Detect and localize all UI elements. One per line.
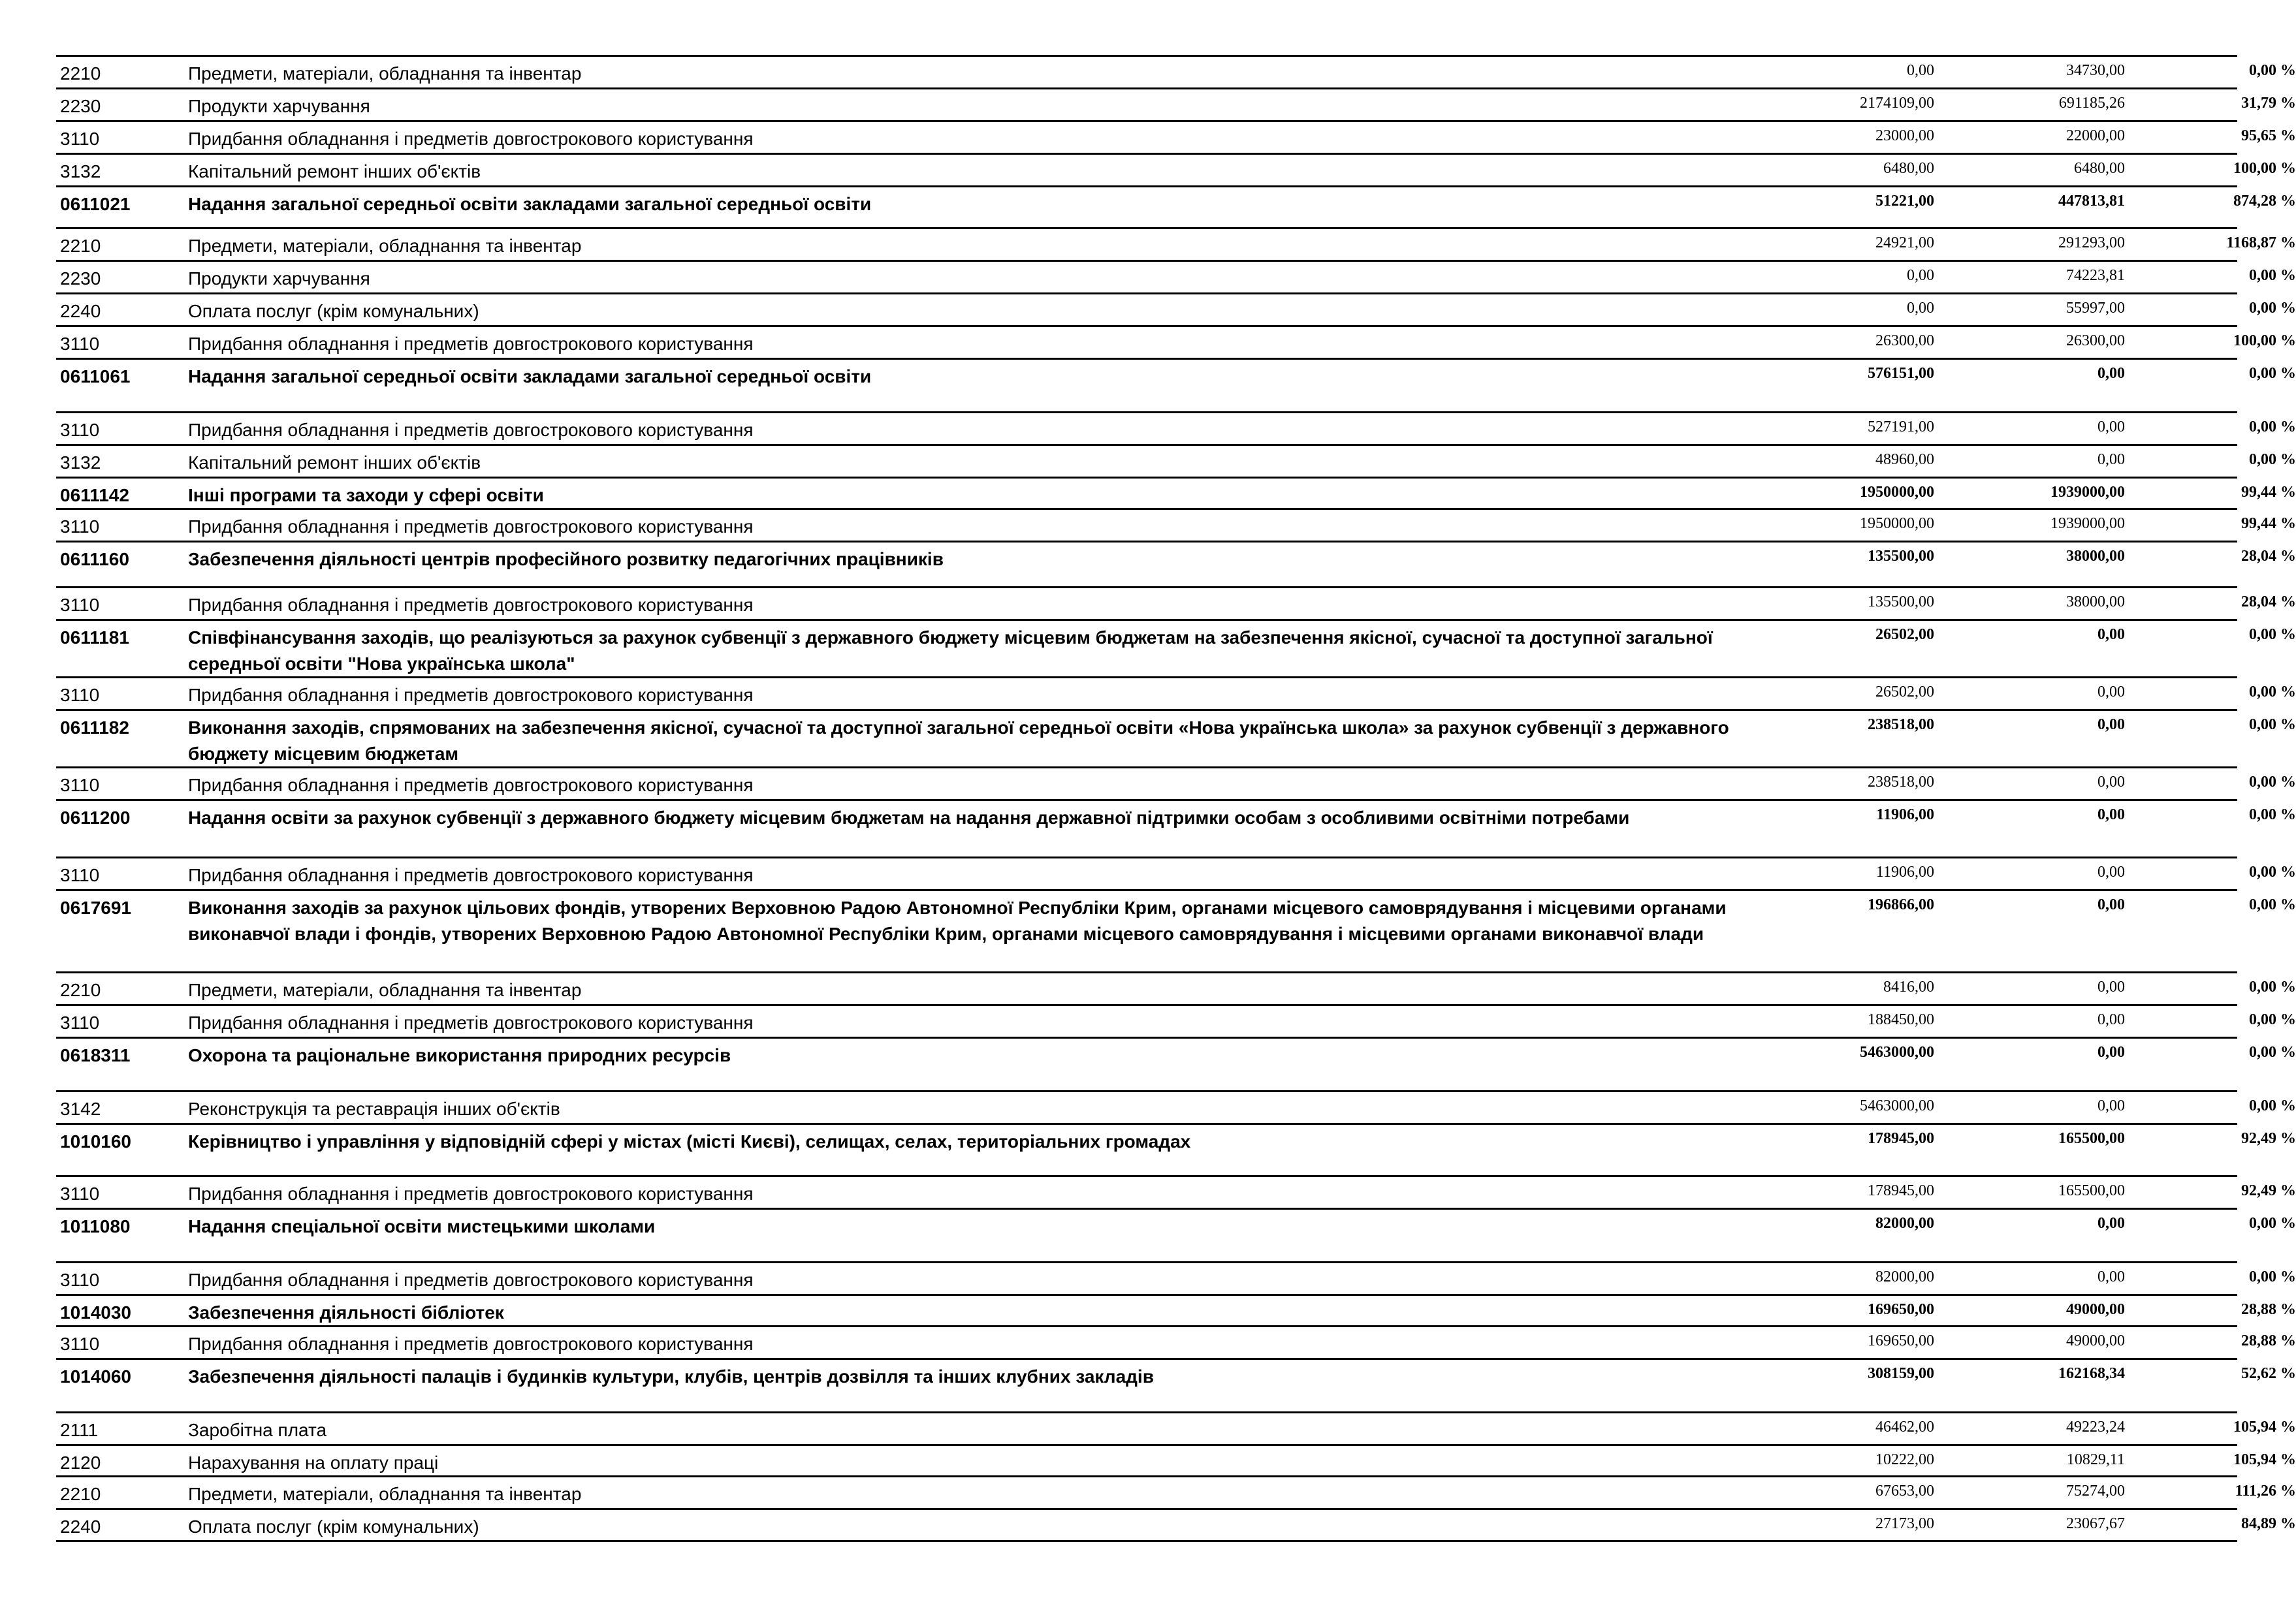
plan-amount-cell: 135500,00	[1868, 593, 1934, 610]
code-cell: 1010160	[60, 1131, 132, 1152]
name-cell: Надання загальної середньої освіти закладами загальної середньої освіти	[188, 366, 872, 386]
percent-cell: 0,00 %	[2249, 365, 2296, 382]
code-cell: 0611181	[60, 627, 129, 648]
name-cell: Заробітна плата	[188, 1420, 327, 1440]
percent-cell: 92,49 %	[2241, 1182, 2296, 1199]
percent-cell: 92,49 %	[2241, 1130, 2296, 1147]
fact-amount-cell: 38000,00	[2066, 593, 2125, 610]
code-cell: 3110	[60, 1184, 100, 1204]
name-cell: Придбання обладнання і предметів довгострокового користування	[188, 1184, 754, 1204]
name-cell: Надання освіти за рахунок субвенції з державного бюджету місцевим бюджетам на надання державної підтримки особам з особливими освітніми потребами	[188, 808, 1630, 828]
name-cell: Співфінансування заходів, що реалізуються за рахунок субвенції з державного бюджету місцевим бюджетам на забезпечення якісної, сучасної та доступної загальної середньої освіти "Нова українська школа"	[188, 627, 1713, 674]
plan-amount-cell: 51221,00	[1875, 193, 1934, 210]
program-row	[56, 889, 2296, 971]
expense-row	[56, 325, 2296, 358]
code-cell: 3142	[60, 1099, 101, 1119]
expense-row	[56, 444, 2296, 477]
plan-amount-cell: 24921,00	[1875, 234, 1934, 251]
name-cell: Придбання обладнання і предметів довгострокового користування	[188, 129, 754, 149]
code-cell: 3110	[60, 1334, 100, 1354]
fact-amount-cell: 165500,00	[2058, 1182, 2125, 1199]
code-cell: 3110	[60, 334, 100, 354]
expense-row	[56, 55, 2296, 87]
expense-row	[56, 260, 2296, 292]
fact-amount-cell: 0,00	[2097, 365, 2125, 382]
code-cell: 0611021	[60, 194, 131, 214]
fact-amount-cell: 1939000,00	[2050, 484, 2125, 501]
name-cell: Придбання обладнання і предметів довгострокового користування	[188, 775, 754, 795]
name-cell: Придбання обладнання і предметів довгострокового користування	[188, 516, 754, 537]
code-cell: 3110	[60, 1013, 100, 1033]
plan-amount-cell: 188450,00	[1868, 1011, 1934, 1028]
fact-amount-cell: 0,00	[2097, 716, 2125, 733]
code-cell: 2240	[60, 301, 101, 321]
percent-cell: 99,44 %	[2241, 484, 2296, 501]
percent-cell: 100,00 %	[2233, 332, 2296, 349]
name-cell: Предмети, матеріали, обладнання та інвентар	[188, 1484, 582, 1504]
fact-amount-cell: 23067,67	[2066, 1515, 2125, 1532]
fact-amount-cell: 0,00	[2097, 896, 2125, 913]
expense-row	[56, 411, 2296, 444]
percent-cell: 105,94 %	[2233, 1451, 2296, 1468]
program-row	[56, 1208, 2296, 1261]
code-cell: 0617691	[60, 898, 132, 918]
fact-amount-cell: 55997,00	[2066, 300, 2125, 317]
plan-amount-cell: 238518,00	[1868, 774, 1934, 791]
name-cell: Надання спеціальної освіти мистецькими школами	[188, 1216, 656, 1236]
percent-cell: 0,00 %	[2249, 1011, 2296, 1028]
plan-amount-cell: 527191,00	[1868, 418, 1934, 435]
percent-cell: 0,00 %	[2249, 774, 2296, 791]
plan-amount-cell: 46462,00	[1875, 1419, 1934, 1436]
fact-amount-cell: 6480,00	[2074, 160, 2125, 177]
name-cell: Капітальний ремонт інших об'єктів	[188, 161, 481, 181]
name-cell: Керівництво і управління у відповідній сфері у містах (місті Києві), селищах, селах, територіальних громадах	[188, 1131, 1191, 1152]
name-cell: Придбання обладнання і предметів довгострокового користування	[188, 1270, 754, 1290]
code-cell: 0611142	[60, 485, 129, 505]
percent-cell: 874,28 %	[2233, 193, 2296, 210]
expense-row	[56, 1004, 2296, 1037]
plan-amount-cell: 308159,00	[1868, 1365, 1934, 1382]
plan-amount-cell: 6480,00	[1883, 160, 1934, 177]
name-cell: Нарахування на оплату праці	[188, 1453, 439, 1473]
code-cell: 3110	[60, 516, 100, 537]
name-cell: Предмети, матеріали, обладнання та інвентар	[188, 980, 582, 1000]
code-cell: 0618311	[60, 1045, 131, 1065]
plan-amount-cell: 82000,00	[1875, 1215, 1934, 1232]
name-cell: Продукти харчування	[188, 268, 370, 289]
expense-row	[56, 1261, 2296, 1294]
percent-cell: 100,00 %	[2233, 160, 2296, 177]
plan-amount-cell: 178945,00	[1868, 1182, 1934, 1199]
fact-amount-cell: 22000,00	[2066, 127, 2125, 144]
name-cell: Придбання обладнання і предметів довгострокового користування	[188, 685, 754, 705]
fact-amount-cell: 49223,24	[2066, 1419, 2125, 1436]
expense-row	[56, 87, 2296, 120]
code-cell: 2230	[60, 268, 101, 289]
fact-amount-cell: 0,00	[2097, 626, 2125, 643]
percent-cell: 84,89 %	[2241, 1515, 2296, 1532]
code-cell: 2210	[60, 236, 101, 256]
percent-cell: 0,00 %	[2249, 684, 2296, 700]
program-row	[56, 541, 2296, 586]
code-cell: 0611061	[60, 366, 131, 386]
fact-amount-cell: 0,00	[2097, 864, 2125, 881]
fact-amount-cell: 0,00	[2097, 418, 2125, 435]
plan-amount-cell: 0,00	[1907, 267, 1934, 284]
name-cell: Оплата послуг (крім комунальних)	[188, 301, 479, 321]
program-row	[56, 1294, 2296, 1325]
plan-amount-cell: 1950000,00	[1860, 515, 1934, 532]
code-cell: 1014060	[60, 1366, 132, 1387]
plan-amount-cell: 0,00	[1907, 62, 1934, 79]
plan-amount-cell: 27173,00	[1875, 1515, 1934, 1532]
percent-cell: 105,94 %	[2233, 1419, 2296, 1436]
name-cell: Охорона та раціональне використання природних ресурсів	[188, 1045, 731, 1065]
name-cell: Придбання обладнання і предметів довгострокового користування	[188, 595, 754, 615]
plan-amount-cell: 26300,00	[1875, 332, 1934, 349]
percent-cell: 0,00 %	[2249, 626, 2296, 643]
program-row	[56, 358, 2296, 411]
code-cell: 2230	[60, 96, 101, 116]
plan-amount-cell: 135500,00	[1868, 548, 1934, 565]
percent-cell: 0,00 %	[2249, 300, 2296, 317]
expense-row	[56, 1175, 2296, 1208]
fact-amount-cell: 0,00	[2097, 1215, 2125, 1232]
fact-amount-cell: 0,00	[2097, 1268, 2125, 1285]
plan-amount-cell: 169650,00	[1868, 1332, 1934, 1349]
percent-cell: 0,00 %	[2249, 1215, 2296, 1232]
fact-amount-cell: 49000,00	[2066, 1332, 2125, 1349]
percent-cell: 0,00 %	[2249, 1268, 2296, 1285]
percent-cell: 0,00 %	[2249, 418, 2296, 435]
plan-amount-cell: 10222,00	[1875, 1451, 1934, 1468]
percent-cell: 28,04 %	[2241, 593, 2296, 610]
code-cell: 3110	[60, 1270, 100, 1290]
name-cell: Продукти харчування	[188, 96, 370, 116]
fact-amount-cell: 291293,00	[2058, 234, 2125, 251]
code-cell: 1014030	[60, 1302, 132, 1323]
code-cell: 0611182	[60, 717, 129, 738]
expense-row	[56, 676, 2296, 709]
plan-amount-cell: 5463000,00	[1860, 1044, 1934, 1061]
code-cell: 2210	[60, 63, 101, 84]
expense-row	[56, 766, 2296, 799]
plan-amount-cell: 196866,00	[1868, 896, 1934, 913]
percent-cell: 28,88 %	[2241, 1332, 2296, 1349]
name-cell: Надання загальної середньої освіти закладами загальної середньої освіти	[188, 194, 872, 214]
percent-cell: 99,44 %	[2241, 515, 2296, 532]
expense-row	[56, 120, 2296, 153]
plan-amount-cell: 67653,00	[1875, 1483, 1934, 1500]
plan-amount-cell: 23000,00	[1875, 127, 1934, 144]
name-cell: Предмети, матеріали, обладнання та інвентар	[188, 63, 582, 84]
expense-row	[56, 1411, 2296, 1444]
plan-amount-cell: 82000,00	[1875, 1268, 1934, 1285]
expense-row	[56, 292, 2296, 325]
percent-cell: 31,79 %	[2241, 95, 2296, 112]
plan-amount-cell: 2174109,00	[1860, 95, 1934, 112]
code-cell: 0611160	[60, 549, 129, 569]
name-cell: Придбання обладнання і предметів довгострокового користування	[188, 334, 754, 354]
fact-amount-cell: 447813,81	[2058, 193, 2125, 210]
fact-amount-cell: 34730,00	[2066, 62, 2125, 79]
fact-amount-cell: 0,00	[2097, 774, 2125, 791]
code-cell: 2210	[60, 980, 101, 1000]
code-cell: 3110	[60, 775, 100, 795]
plan-amount-cell: 1950000,00	[1860, 484, 1934, 501]
name-cell: Виконання заходів за рахунок цільових фондів, утворених Верховною Радою Автономної Республіки Крим, органами місцевого самоврядування і місцевими органами виконавчої влади і фондів, утворених Верховною Радою Автономної Республіки Крим, органами місцевого самоврядування і місцевими органами виконавчої влади	[188, 898, 1727, 944]
expense-row	[56, 857, 2296, 889]
plan-amount-cell: 5463000,00	[1860, 1097, 1934, 1114]
name-cell: Предмети, матеріали, обладнання та інвентар	[188, 236, 582, 256]
name-cell: Придбання обладнання і предметів довгострокового користування	[188, 420, 754, 440]
expense-row	[56, 153, 2296, 185]
name-cell: Придбання обладнання і предметів довгострокового користування	[188, 1013, 754, 1033]
percent-cell: 0,00 %	[2249, 1097, 2296, 1114]
name-cell: Капітальний ремонт інших об'єктів	[188, 452, 481, 473]
expense-row	[56, 1090, 2296, 1123]
fact-amount-cell: 0,00	[2097, 979, 2125, 996]
expense-row	[56, 1508, 2296, 1542]
fact-amount-cell: 1939000,00	[2050, 515, 2125, 532]
fact-amount-cell: 38000,00	[2066, 548, 2125, 565]
name-cell: Виконання заходів, спрямованих на забезпечення якісної, сучасної та доступної загальної середньої освіти «Нова українська школа» за рахунок субвенції з державного бюджету місцевим бюджетам	[188, 717, 1729, 764]
code-cell: 0611200	[60, 808, 131, 828]
percent-cell: 0,00 %	[2249, 864, 2296, 881]
percent-cell: 52,62 %	[2241, 1365, 2296, 1382]
plan-amount-cell: 238518,00	[1868, 716, 1934, 733]
expense-row	[56, 508, 2296, 541]
fact-amount-cell: 0,00	[2097, 1097, 2125, 1114]
code-cell: 3110	[60, 420, 100, 440]
expense-row	[56, 1475, 2296, 1508]
fact-amount-cell: 691185,26	[2058, 95, 2125, 112]
program-row	[56, 799, 2296, 857]
percent-cell: 1168,87 %	[2226, 234, 2296, 251]
budget-table	[56, 55, 2296, 1542]
program-row	[56, 185, 2296, 227]
percent-cell: 95,65 %	[2241, 127, 2296, 144]
fact-amount-cell: 162168,34	[2058, 1365, 2125, 1382]
expense-row	[56, 1444, 2296, 1475]
plan-amount-cell: 178945,00	[1868, 1130, 1934, 1147]
plan-amount-cell: 26502,00	[1875, 626, 1934, 643]
code-cell: 1011080	[60, 1216, 131, 1236]
fact-amount-cell: 0,00	[2097, 451, 2125, 468]
program-row	[56, 1037, 2296, 1090]
fact-amount-cell: 10829,11	[2066, 1451, 2125, 1468]
percent-cell: 0,00 %	[2249, 896, 2296, 913]
percent-cell: 0,00 %	[2249, 716, 2296, 733]
fact-amount-cell: 0,00	[2097, 806, 2125, 823]
plan-amount-cell: 48960,00	[1875, 451, 1934, 468]
plan-amount-cell: 11906,00	[1875, 864, 1934, 881]
name-cell: Придбання обладнання і предметів довгострокового користування	[188, 1334, 754, 1354]
fact-amount-cell: 165500,00	[2058, 1130, 2125, 1147]
percent-cell: 0,00 %	[2249, 806, 2296, 823]
fact-amount-cell: 49000,00	[2066, 1301, 2125, 1318]
code-cell: 2120	[60, 1453, 101, 1473]
code-cell: 3132	[60, 161, 101, 181]
code-cell: 3110	[60, 129, 100, 149]
name-cell: Придбання обладнання і предметів довгострокового користування	[188, 865, 754, 885]
plan-amount-cell: 169650,00	[1868, 1301, 1934, 1318]
plan-amount-cell: 0,00	[1907, 300, 1934, 317]
code-cell: 2210	[60, 1484, 101, 1504]
percent-cell: 0,00 %	[2249, 451, 2296, 468]
percent-cell: 0,00 %	[2249, 62, 2296, 79]
code-cell: 2111	[60, 1420, 99, 1440]
plan-amount-cell: 8416,00	[1883, 979, 1934, 996]
percent-cell: 28,04 %	[2241, 548, 2296, 565]
fact-amount-cell: 26300,00	[2066, 332, 2125, 349]
percent-cell: 0,00 %	[2249, 979, 2296, 996]
name-cell: Реконструкція та реставрація інших об'єктів	[188, 1099, 560, 1119]
plan-amount-cell: 26502,00	[1875, 684, 1934, 700]
code-cell: 3110	[60, 685, 100, 705]
fact-amount-cell: 0,00	[2097, 1011, 2125, 1028]
name-cell: Забезпечення діяльності палаців і будинків культури, клубів, центрів дозвілля та інших клубних закладів	[188, 1366, 1154, 1387]
plan-amount-cell: 11906,00	[1876, 806, 1934, 823]
program-row	[56, 619, 2296, 676]
program-row	[56, 709, 2296, 766]
expense-row	[56, 971, 2296, 1004]
name-cell: Інші програми та заходи у сфері освіти	[188, 485, 544, 505]
name-cell: Забезпечення діяльності центрів професійного розвитку педагогічних працівників	[188, 549, 944, 569]
percent-cell: 0,00 %	[2249, 1044, 2296, 1061]
program-row	[56, 1358, 2296, 1411]
code-cell: 2240	[60, 1517, 101, 1537]
fact-amount-cell: 75274,00	[2066, 1483, 2125, 1500]
percent-cell: 28,88 %	[2241, 1301, 2296, 1318]
fact-amount-cell: 74223,81	[2066, 267, 2125, 284]
percent-cell: 0,00 %	[2249, 267, 2296, 284]
code-cell: 3110	[60, 865, 100, 885]
expense-row	[56, 586, 2296, 619]
program-row	[56, 1123, 2296, 1175]
name-cell: Забезпечення діяльності бібліотек	[188, 1302, 504, 1323]
percent-cell: 111,26 %	[2235, 1483, 2296, 1500]
name-cell: Оплата послуг (крім комунальних)	[188, 1517, 479, 1537]
fact-amount-cell: 0,00	[2097, 1044, 2125, 1061]
program-row	[56, 477, 2296, 508]
expense-row	[56, 227, 2296, 260]
code-cell: 3110	[60, 595, 100, 615]
fact-amount-cell: 0,00	[2097, 684, 2125, 700]
plan-amount-cell: 576151,00	[1868, 365, 1934, 382]
code-cell: 3132	[60, 452, 101, 473]
expense-row	[56, 1325, 2296, 1358]
